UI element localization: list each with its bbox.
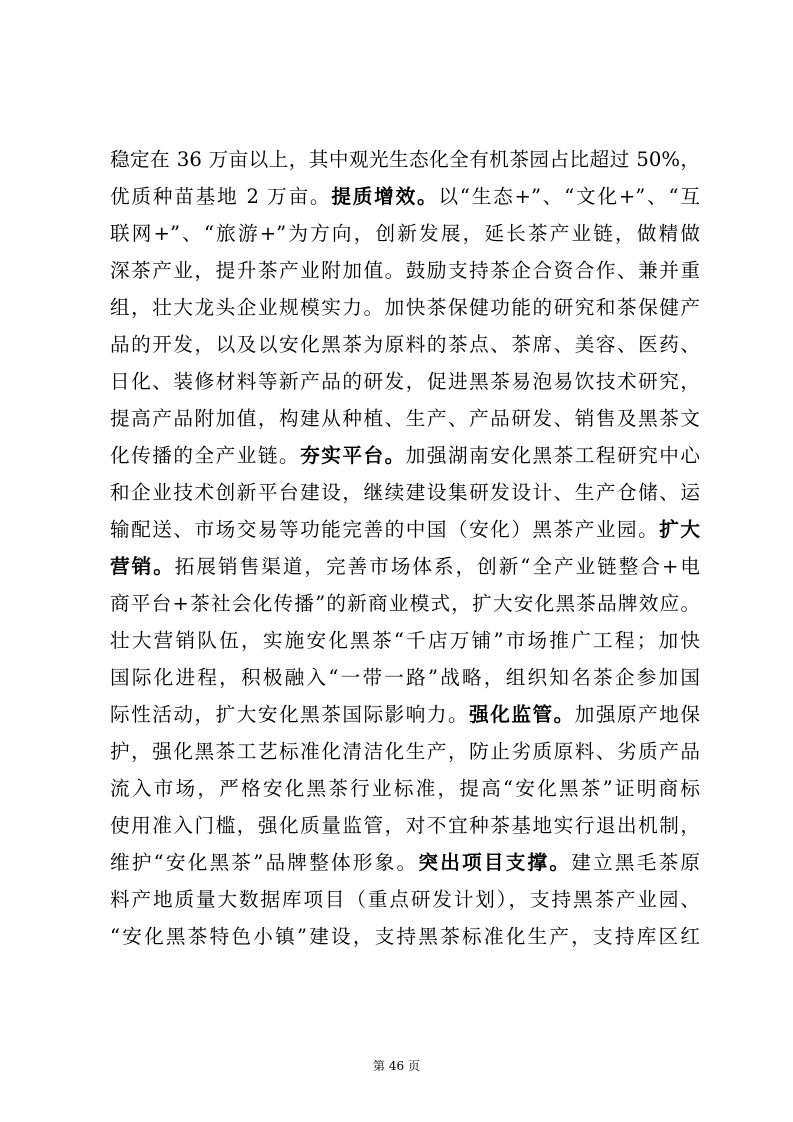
body-text: 组，壮大龙头企业规模实力。加快茶保健功能的研究和茶保健产 — [110, 296, 700, 319]
body-text: 稳定在 36 万亩以上，其中观光生态化全有机茶园占比超过 50%， — [110, 148, 700, 171]
text-line — [110, 770, 700, 807]
document-body — [110, 141, 700, 955]
text-line — [110, 844, 700, 881]
body-text: 和企业技术创新平台建设，继续建设集研发设计、生产仓储、运 — [110, 481, 700, 504]
text-line — [110, 178, 700, 215]
text-line — [110, 215, 700, 252]
body-text: 维护“安化黑茶”品牌整体形象。 — [110, 851, 419, 874]
text-line — [110, 696, 700, 733]
body-text: “安化黑茶特色小镇”建设，支持黑茶标准化生产，支持库区红 — [110, 925, 700, 948]
bold-heading-text: 突出项目支撑。 — [418, 851, 572, 874]
body-text: 加强原产地保 — [574, 703, 701, 726]
text-line — [110, 659, 700, 696]
body-text: 流入市场，严格安化黑茶行业标准，提高“安化黑茶”证明商标 — [110, 777, 700, 800]
body-text: 护，强化黑茶工艺标准化清洁化生产，防止劣质原料、劣质产品 — [110, 740, 700, 763]
body-text: 提高产品附加值，构建从种植、生产、产品研发、销售及黑茶文 — [110, 407, 700, 430]
text-line — [110, 881, 700, 918]
body-text: 深茶产业，提升茶产业附加值。鼓励支持茶企合资合作、兼并重 — [110, 259, 700, 282]
page-number: 第 46 页 — [373, 1059, 420, 1073]
body-text: 建立黑毛茶原 — [571, 851, 701, 874]
body-text: 以“生态+”、“文化+”、“互 — [438, 185, 700, 208]
text-line — [110, 733, 700, 770]
body-text: 使用准入门槛，强化质量监管，对不宜种茶基地实行退出机制， — [110, 814, 700, 837]
text-line — [110, 289, 700, 326]
text-line — [110, 252, 700, 289]
text-line — [110, 400, 700, 437]
body-text: 壮大营销队伍，实施安化黑茶“千店万铺”市场推广工程；加快 — [110, 629, 700, 652]
body-text: 商平台+茶社会化传播”的新商业模式，扩大安化黑茶品牌效应。 — [110, 592, 700, 615]
bold-heading-text: 强化监管。 — [469, 703, 575, 726]
text-line — [110, 141, 700, 178]
body-text: 化传播的全产业链。 — [110, 444, 301, 467]
body-text: 联网+”、“旅游+”为方向，创新发展，延长茶产业链，做精做 — [110, 222, 700, 245]
body-text: 日化、装修材料等新产品的研发，促进黑茶易泡易饮技术研究， — [110, 370, 700, 393]
bold-heading-text: 营销。 — [110, 555, 175, 578]
text-line — [110, 585, 700, 622]
text-line — [110, 437, 700, 474]
text-line — [110, 807, 700, 844]
text-line — [110, 511, 700, 548]
body-text: 品的开发，以及以安化黑茶为原料的茶点、茶席、美容、医药、 — [110, 333, 700, 356]
body-text: 加强湖南安化黑茶工程研究中心 — [405, 444, 701, 467]
bold-heading-text: 提质增效。 — [331, 185, 439, 208]
text-line — [110, 622, 700, 659]
body-text: 国际化进程，积极融入“一带一路”战略，组织知名茶企参加国 — [110, 666, 700, 689]
body-text: 际性活动，扩大安化黑茶国际影响力。 — [110, 703, 470, 726]
text-line — [110, 548, 700, 585]
body-text: 输配送、市场交易等功能完善的中国（安化）黑茶产业园。 — [110, 518, 660, 541]
text-line — [110, 326, 700, 363]
body-text: 拓展销售渠道，完善市场体系，创新“全产业链整合+电 — [174, 555, 700, 578]
text-line — [110, 474, 700, 511]
text-line — [110, 918, 700, 955]
bold-heading-text: 夯实平台。 — [300, 444, 406, 467]
body-text: 优质种苗基地 2 万亩。 — [110, 185, 332, 208]
body-text: 料产地质量大数据库项目（重点研发计划），支持黑茶产业园、 — [110, 888, 700, 911]
text-line — [110, 363, 700, 400]
bold-heading-text: 扩大 — [659, 518, 701, 541]
